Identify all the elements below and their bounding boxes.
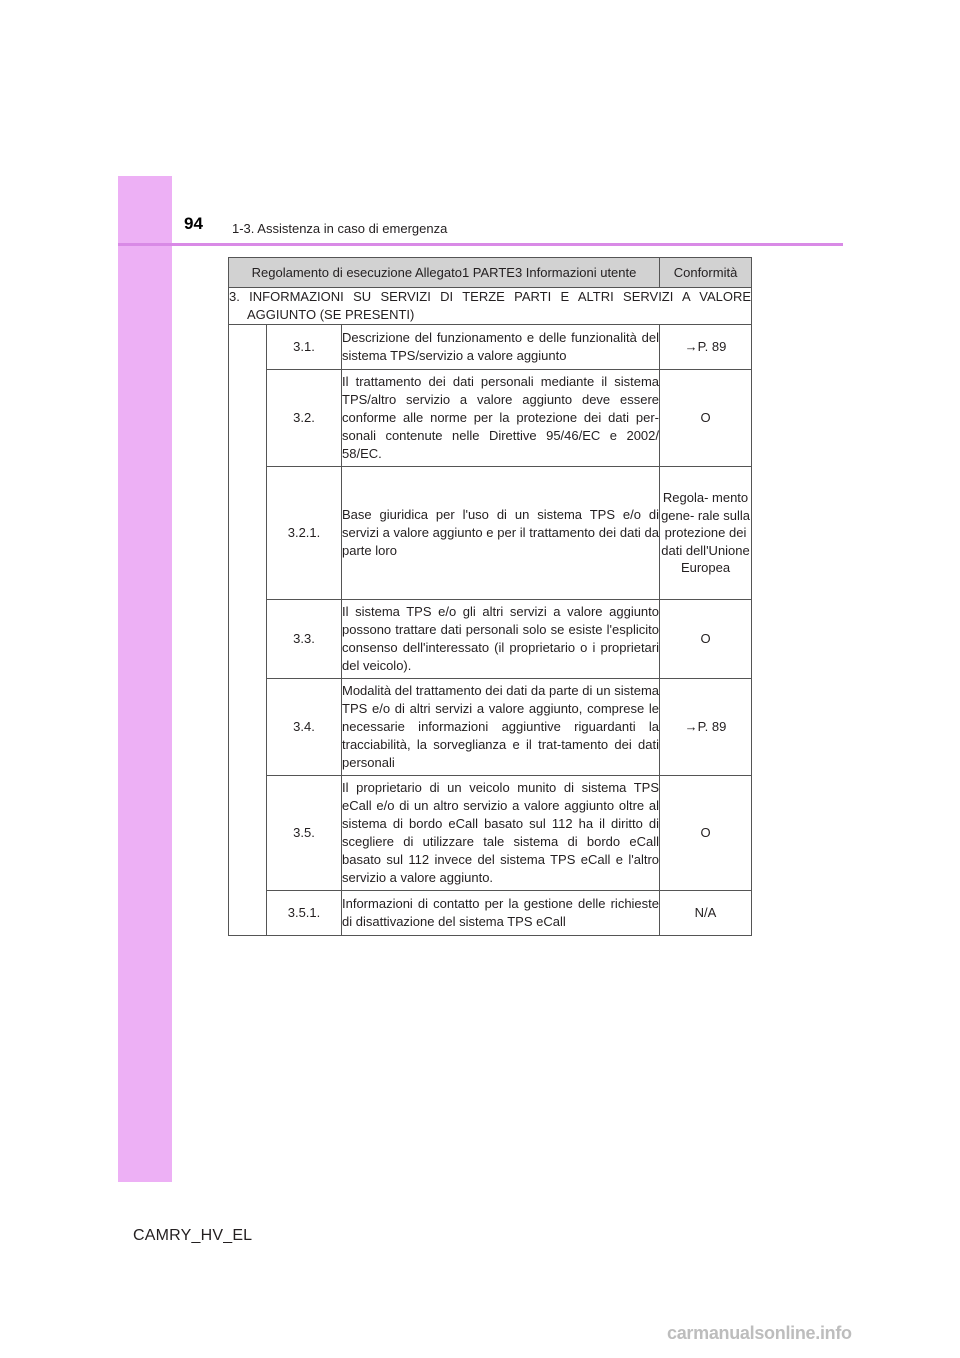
row-conformity: O xyxy=(660,370,752,467)
row-number: 3.5.1. xyxy=(267,891,342,936)
section-heading-line1: 3. INFORMAZIONI SU SERVIZI DI TERZE PARTI E ALTRI SERVIZI A VALORE xyxy=(229,289,752,304)
table-row xyxy=(229,600,752,679)
row-conformity: O xyxy=(660,776,752,891)
watermark-logo: carmanualsonline.info xyxy=(667,1323,852,1343)
row-number: 3.2.1. xyxy=(267,467,342,600)
row-description: Base giuridica per l'uso di un sistema TPS e/o di servizi a valore aggiunto e per il trattamento dei dati da parte loro xyxy=(342,467,660,600)
table-row xyxy=(229,370,752,467)
row-number: 3.2. xyxy=(267,370,342,467)
row-conformity: O xyxy=(660,600,752,679)
column-header-conformity: Conformità xyxy=(660,258,752,288)
page-number: 94 xyxy=(184,214,203,233)
row-description: Il proprietario di un veicolo munito di sistema TPS eCall e/o di un altro servizio a valore aggiunto oltre al sistema di bordo eCall basato sul 112 ha il diritto di scegliere di utilizzare tale sistema di bordo eCall basato sul 112 invece del sistema TPS eCall e l'altro servizio a valore aggiunto. xyxy=(342,776,660,891)
row-description: Il sistema TPS e/o gli altri servizi a valore aggiunto possono trattare dati personali solo se esiste l'esplicito consenso dell'interessato (il proprietario o i proprietari del veicolo). xyxy=(342,600,660,679)
row-description: Modalità del trattamento dei dati da parte di un sistema TPS e/o di altri servizi a valore aggiunto, comprese le necessarie informazioni aggiuntive riguardanti la tracciabilità, la sorveglianza e il trat-tamento dei dati personali xyxy=(342,679,660,776)
table-header-row xyxy=(229,258,752,288)
row-conformity: Regola- mento gene- rale sulla protezione dei dati dell'Unione Europea xyxy=(660,467,752,600)
row-number: 3.1. xyxy=(267,325,342,370)
column-header-regulation: Regolamento di esecuzione Allegato1 PARTE3 Informazioni utente xyxy=(229,258,660,288)
section-heading xyxy=(229,288,752,325)
row-conformity: N/A xyxy=(660,891,752,936)
chapter-sidebar-band xyxy=(118,176,172,1182)
indent-cell xyxy=(229,325,267,936)
section-row xyxy=(229,288,752,325)
row-conformity: →P. 89 xyxy=(660,325,752,370)
footer-document-code: CAMRY_HV_EL xyxy=(133,1227,253,1244)
row-number: 3.3. xyxy=(267,600,342,679)
table-row xyxy=(229,325,752,370)
section-heading-line2: AGGIUNTO (SE PRESENTI) xyxy=(247,307,415,322)
table-row xyxy=(229,891,752,936)
row-number: 3.5. xyxy=(267,776,342,891)
row-description: Informazioni di contatto per la gestione delle richieste di disattivazione del sistema TPS eCall xyxy=(342,891,660,936)
row-conformity: →P. 89 xyxy=(660,679,752,776)
section-title: 1-3. Assistenza in caso di emergenza xyxy=(232,221,448,236)
row-description: Descrizione del funzionamento e delle funzionalità del sistema TPS/servizio a valore aggiunto xyxy=(342,325,660,370)
row-number: 3.4. xyxy=(267,679,342,776)
table-row xyxy=(229,679,752,776)
row-description: Il trattamento dei dati personali mediante il sistema TPS/altro servizio a valore aggiunto deve essere conforme alle norme per la protezione dei dati per-sonali contenute nelle Direttive 95/46/EC e 2002/ 58/EC. xyxy=(342,370,660,467)
regulation-table xyxy=(228,257,752,936)
header-rule xyxy=(118,243,843,246)
table-row xyxy=(229,467,752,600)
table-row xyxy=(229,776,752,891)
